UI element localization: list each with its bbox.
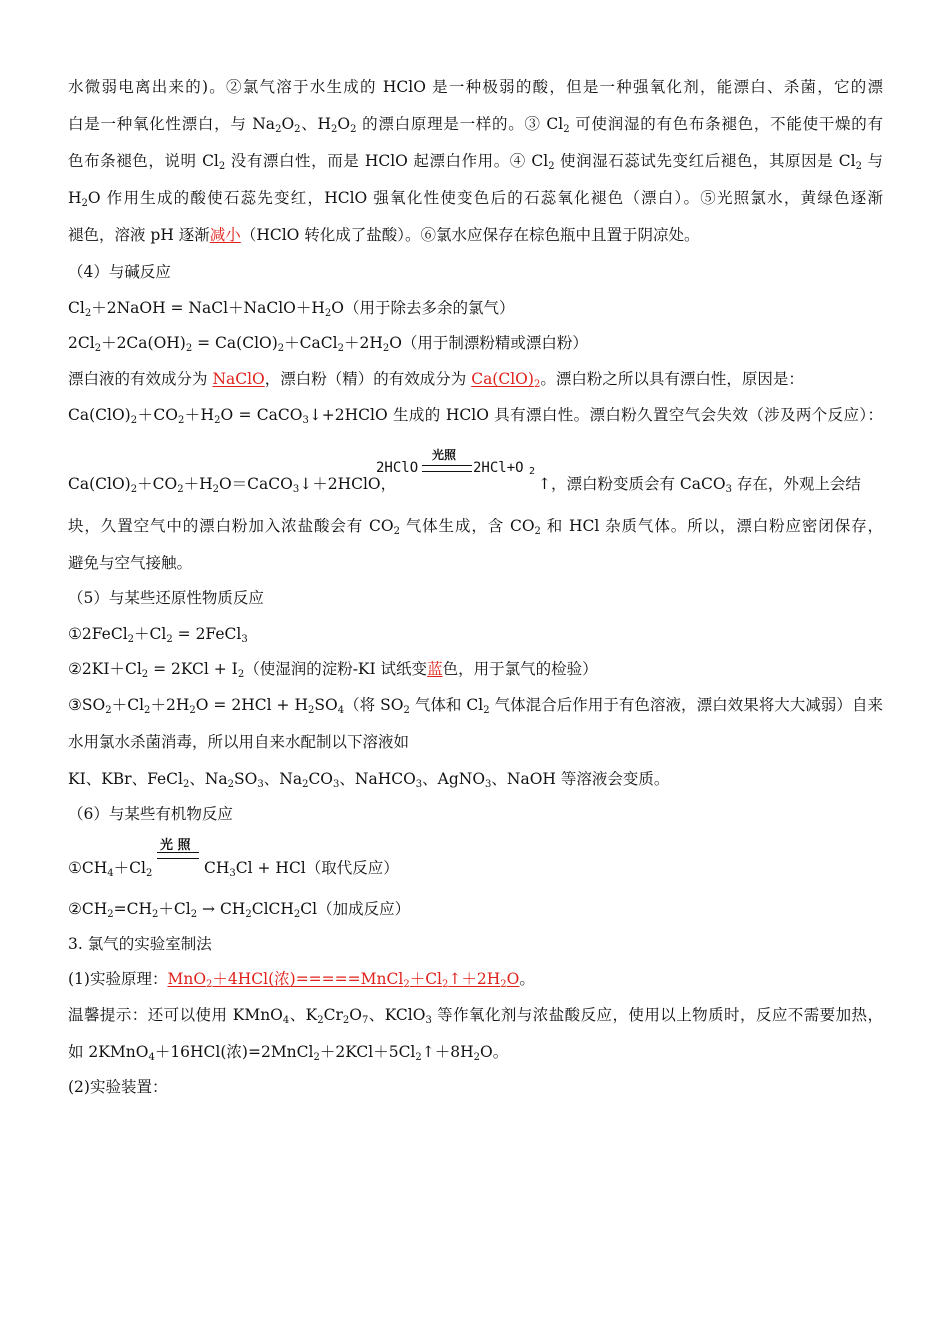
subscript: 2 (227, 779, 235, 790)
subscript: 2 (206, 979, 213, 990)
text-run: =CH (113, 900, 153, 918)
text-run: Ca(ClO) (68, 406, 131, 424)
subscript: 2 (141, 669, 149, 680)
subscript: 2 (500, 979, 507, 990)
text-run: 的漂白原理是一样的。③ Cl (356, 115, 564, 133)
subscript: 2 (177, 415, 185, 426)
equation-line (68, 969, 883, 989)
text-run: O = 2HCl + H (195, 696, 309, 714)
subscript: 4 (337, 705, 345, 716)
equation-line (68, 659, 883, 679)
paragraph-line (68, 114, 883, 134)
answer-blank: 减小 (209, 226, 241, 244)
section-heading (68, 1077, 883, 1097)
subscript: 2 (127, 634, 135, 645)
text-run: 气体和 Cl (409, 696, 484, 714)
text-run: 气体混合后作用于有色溶液，漂白效果将大大减弱）自来 (489, 696, 883, 714)
subscript: 2 (393, 526, 400, 537)
text-run: 光照 (432, 448, 457, 462)
text-run: O (337, 115, 351, 133)
text-run: 没有漂白性，而是 HClO 起漂白作用。④ Cl (225, 152, 549, 170)
text-run: 色布条褪色，说明 Cl (68, 152, 219, 170)
subscript: 3 (415, 779, 423, 790)
subscript: 3 (241, 634, 248, 645)
subscript: 2 (218, 161, 226, 172)
text-run: ＋2H (150, 696, 190, 714)
text-run: 温馨提示：还可以使用 KMnO (68, 1006, 283, 1024)
subscript: 2 (302, 779, 309, 790)
text-run: 漂白液的有效成分为 (68, 370, 213, 388)
subscript: 2 (534, 526, 541, 537)
text-run: 水微弱电离出来的)。②氯气溶于水生成的 HClO 是一种极弱的酸，但是一种强氧化剂，能漂白、杀菌，它的漂 (68, 78, 883, 96)
text-run: 2HClO (376, 460, 419, 476)
subscript: 2 (152, 909, 159, 920)
text-run: ＋H (183, 475, 213, 493)
text-run: 白是一种氧化性漂白，与 Na (68, 115, 276, 133)
text-run: = 2KCl + I (148, 660, 238, 678)
equation-line (68, 1042, 883, 1062)
subscript: 2 (190, 909, 198, 920)
text-run: ↑＋2H (448, 970, 501, 988)
subscript: 3 (257, 779, 264, 790)
subscript: 2 (313, 1052, 320, 1063)
text-run: 气体生成，含 CO (399, 517, 535, 535)
subscript: 2 (317, 1015, 324, 1026)
text-run: (1)实验原理： (68, 970, 168, 988)
paragraph-line (68, 151, 883, 171)
equation-line (68, 333, 883, 353)
text-run: O = CaCO (220, 406, 303, 424)
text-run: ＋16HCl(浓)=2MnCl (154, 1043, 314, 1061)
subscript: 2 (442, 979, 449, 990)
text-run: 水用氯水杀菌消毒，所以用自来水配制以下溶液如 (68, 733, 410, 751)
text-run: O（用于除去多余的氯气） (331, 299, 515, 317)
text-run: 块，久置空气中的漂白粉加入浓盐酸会有 CO (68, 517, 394, 535)
text-run: 与 (861, 152, 883, 170)
text-run: ＋CO (137, 406, 178, 424)
paragraph-line (68, 516, 883, 536)
equation-line (68, 298, 883, 318)
text-run: Ca(ClO) (68, 475, 131, 493)
answer-blank: 蓝 (427, 660, 443, 678)
subscript: 2 (214, 415, 221, 426)
subscript: 2 (185, 343, 193, 354)
text-run: (2)实验装置： (68, 1078, 168, 1096)
section-heading (68, 588, 883, 608)
text-run: 可使润湿的有色布条褪色，不能使干燥的有 (569, 115, 884, 133)
text-run: ↓+2HClO 生成的 HClO 具有漂白性。漂白粉久置空气会失效（涉及两个反应）： (308, 406, 884, 424)
text-run: MnO (167, 970, 207, 988)
subscript: 2 (533, 379, 541, 390)
subscript: 2 (275, 124, 282, 135)
subscript: 2 (84, 308, 92, 319)
text-run: ＋2KCl＋5Cl (319, 1043, 416, 1061)
text-run: 、NaOH 等溶液会变质。 (491, 770, 670, 788)
text-run: O (506, 970, 520, 988)
text-run: （将 SO (344, 696, 404, 714)
text-run: ＋Cl (409, 970, 443, 988)
paragraph-line (68, 225, 883, 245)
text-run: ＋2H (343, 334, 383, 352)
section-heading (68, 262, 883, 282)
text-run: Cl + HCl（取代反应） (235, 859, 399, 877)
text-run: ＋Cl (111, 696, 145, 714)
subscript: 2 (145, 868, 153, 879)
subscript: 3 (229, 868, 236, 879)
text-run: ＋4HCl(浓)=====MnCl (212, 970, 404, 988)
text-run: （5）与某些还原性物质反应 (68, 589, 264, 607)
text-run: O（用于制漂粉精或漂白粉） (389, 334, 588, 352)
text-run: SO (234, 770, 258, 788)
text-run: （使湿润的淀粉-KI 试纸变 (244, 660, 428, 678)
subscript: 2 (324, 308, 332, 319)
text-run: O＝CaCO (218, 475, 293, 493)
subscript: 2 (107, 909, 114, 920)
answer-blank (471, 370, 540, 388)
text-run: Cr (323, 1006, 343, 1024)
subscript: 2 (166, 634, 173, 645)
double-bar-arrow (422, 465, 472, 472)
text-run: 褪色，溶液 pH 逐渐 (68, 226, 210, 244)
text-run: ＋Cl (134, 625, 167, 643)
text-run: 。 (519, 970, 535, 988)
text-run: ClCH (251, 900, 294, 918)
text-run: ＋2NaOH = NaCl＋NaClO＋H (91, 299, 325, 317)
paragraph-line (68, 405, 883, 425)
text-run: 、AgNO (422, 770, 486, 788)
subscript: 2 (182, 779, 190, 790)
subscript: 3 (302, 415, 309, 426)
subscript: 3 (485, 779, 492, 790)
subscript: 4 (107, 868, 114, 879)
subscript: 3 (292, 484, 300, 495)
equation-line (68, 858, 152, 878)
text-run: H (68, 189, 82, 207)
subscript: 2 (350, 124, 357, 135)
paragraph-line (68, 369, 883, 389)
text-run: CO (308, 770, 334, 788)
text-run: ③SO (68, 696, 106, 714)
text-run: ①2FeCl (68, 625, 128, 643)
text-run: → CH (197, 900, 246, 918)
text-run: ↑＋8H (421, 1043, 474, 1061)
text-run: 存在，外观上会结 (731, 475, 861, 493)
subscript: 2 (294, 124, 301, 135)
subscript: 2 (483, 705, 490, 716)
text-run: 、K (289, 1006, 318, 1024)
text-run: 如 2KMnO (68, 1043, 149, 1061)
text-run: Ca(ClO) (471, 370, 534, 388)
equation-line (68, 899, 883, 919)
equation-line (68, 474, 396, 494)
text-run: 、KClO (368, 1006, 426, 1024)
text-run: 使润湿石蕊试先变红后褪色，其原因是 Cl (554, 152, 856, 170)
text-run: 等作氧化剂与浓盐酸反应，使用以上物质时，反应不需要加热， (431, 1006, 883, 1024)
text-run: ＋H (184, 406, 215, 424)
text-run: 3. 氯气的实验室制法 (68, 935, 212, 953)
text-run: ＋Cl (158, 900, 191, 918)
subscript: 2 (473, 1052, 481, 1063)
text-run: 2HCl+O (473, 460, 524, 476)
text-run: ＋2Ca(OH) (101, 334, 186, 352)
subscript: 2 (81, 198, 88, 209)
subscript: 3 (425, 1015, 432, 1026)
answer-blank: NaClO (212, 370, 265, 388)
subscript: 2 (563, 124, 570, 135)
subscript: 2 (277, 343, 285, 354)
text-run: 、Na (189, 770, 228, 788)
subscript: 4 (148, 1052, 155, 1063)
text-run: = 2FeCl (172, 625, 242, 643)
text-run: SO (314, 696, 338, 714)
text-run: O (349, 1006, 362, 1024)
section-heading (68, 804, 883, 824)
text-run: O。 (480, 1043, 509, 1061)
subscript: 2 (415, 1052, 422, 1063)
subscript: 2 (293, 909, 301, 920)
text-run: ↑，漂白粉变质会有 CaCO (538, 475, 726, 493)
subscript: 7 (361, 1015, 369, 1026)
equation-line (68, 624, 883, 644)
text-run: Cl（加成反应） (300, 900, 411, 918)
text-run: 、Na (263, 770, 303, 788)
subscript: 2 (403, 979, 410, 990)
subscript: 2 (189, 705, 196, 716)
subscript: 2 (105, 705, 112, 716)
subscript: 2 (94, 343, 102, 354)
text-run: ①CH (68, 859, 108, 877)
text-run: （HClO 转化成了盐酸）。⑥氯水应保存在棕色瓶中且置于阴凉处。 (240, 226, 700, 244)
subscript: 2 (144, 705, 151, 716)
double-bar-arrow (157, 852, 199, 859)
text-run: O (281, 115, 295, 133)
text-run: ＋CO (137, 475, 178, 493)
paragraph-line (68, 732, 883, 752)
text-run: Cl (68, 299, 85, 317)
equation-line (204, 858, 604, 878)
subscript: 2 (245, 909, 252, 920)
subscript: 2 (177, 484, 184, 495)
subscript: 2 (237, 669, 245, 680)
subscript: 2 (382, 343, 390, 354)
text-run: KI、KBr、FeCl (68, 770, 183, 788)
subscript: 2 (130, 415, 138, 426)
text-run: 2Cl (68, 334, 95, 352)
subscript: 2 (308, 705, 315, 716)
text-run: ＋CaCl (284, 334, 338, 352)
subscript: 2 (212, 484, 219, 495)
text-run: 色，用于氯气的检验） (442, 660, 598, 678)
subscript: 2 (548, 161, 555, 172)
text-run: = Ca(ClO) (192, 334, 278, 352)
text-run: CH (204, 859, 230, 877)
subscript: 2 (130, 484, 138, 495)
text-run: 。漂白粉之所以具有漂白性，原因是： (540, 370, 804, 388)
paragraph-line (68, 188, 883, 208)
text-run: 和 HCl 杂质气体。所以，漂白粉应密闭保存， (540, 517, 883, 535)
subscript: 2 (331, 124, 338, 135)
paragraph-line (538, 474, 883, 494)
subscript: 3 (725, 484, 732, 495)
subscript: 2 (342, 1015, 350, 1026)
subscript: 3 (333, 779, 340, 790)
paragraph-line (68, 769, 883, 789)
reaction-condition: 光 照 (160, 838, 191, 853)
text-run: （4）与碱反应 (68, 263, 171, 281)
section-heading (68, 934, 883, 954)
text-run: ↓＋2HClO， (299, 475, 397, 493)
text-run: ②CH (68, 900, 108, 918)
paragraph-line (68, 1005, 883, 1025)
text-run: 、NaHCO (339, 770, 416, 788)
text-run: 避免与空气接触。 (68, 554, 193, 572)
paragraph-line (68, 553, 883, 573)
text-run: 、H (300, 115, 332, 133)
text-run: ，漂白粉（精）的有效成分为 (264, 370, 472, 388)
equation-line (68, 695, 883, 715)
text-run: 2 (529, 466, 536, 477)
text-run: O 作用生成的酸使石蕊先变红，HClO 强氧化性使变色后的石蕊氧化褪色（漂白）。⑤光照氯水，黄绿色逐渐 (87, 189, 883, 207)
subscript: 2 (855, 161, 862, 172)
text-run: （6）与某些有机物反应 (68, 805, 233, 823)
text-run: ＋Cl (113, 859, 146, 877)
paragraph-line (68, 77, 883, 97)
answer-blank (167, 970, 519, 988)
text-run: ②2KI＋Cl (68, 660, 142, 678)
subscript: 2 (403, 705, 410, 716)
subscript: 4 (282, 1015, 290, 1026)
subscript: 2 (337, 343, 344, 354)
